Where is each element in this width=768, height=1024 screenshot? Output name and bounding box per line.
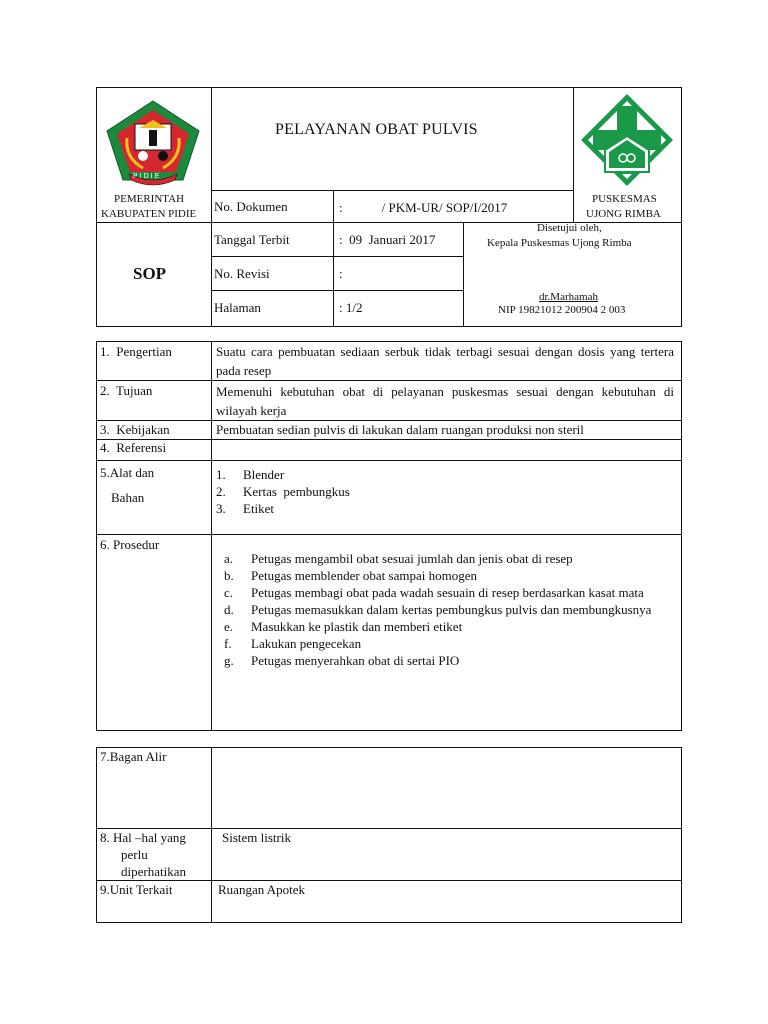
document-title: PELAYANAN OBAT PULVIS	[275, 121, 478, 138]
list-item: b. Petugas memblender obat sampai homogen	[224, 568, 478, 583]
row-label-pengertian: 1. Pengertian	[100, 344, 172, 359]
field-label-halaman: Halaman	[214, 300, 261, 315]
approval-nip: NIP 19821012 200904 2 003	[498, 304, 626, 316]
list-item: c. Petugas membagi obat pada wadah sesuain di resep berdasarkan kasat mata	[224, 585, 644, 600]
list-item: f. Lakukan pengecekan	[224, 636, 362, 651]
row-label-kebijakan: 3. Kebijakan	[100, 422, 170, 437]
field-label-no-dokumen: No. Dokumen	[214, 199, 288, 214]
row-label-prosedur: 6. Prosedur	[100, 537, 160, 552]
field-value-tanggal-terbit: : 09 Januari 2017	[339, 232, 436, 247]
right-org-line2: UJONG RIMBA	[586, 208, 661, 220]
row-label-hal-1: 8. Hal –hal yang	[100, 830, 186, 845]
row-text-pengertian: Suatu cara pembuatan sediaan serbuk tidak terbagi sesuai dengan dosis yang tertera pada resep	[216, 344, 674, 378]
list-item: 3. Etiket	[216, 501, 275, 516]
field-value-no-revisi: :	[339, 266, 343, 281]
list-item: 1. Blender	[216, 467, 285, 482]
list-item: e. Masukkan ke plastik dan memberi etiket	[224, 619, 463, 634]
row-label-alat-1: 5.Alat dan	[100, 465, 155, 480]
row-text-kebijakan: Pembuatan sedian pulvis di lakukan dalam ruangan produksi non steril	[216, 422, 584, 437]
prosedur-list	[224, 550, 654, 669]
row-label-referensi: 4. Referensi	[100, 440, 167, 455]
alat-list	[216, 466, 516, 517]
logo-ribbon-text: PIDIE	[133, 173, 162, 180]
row-text-hal: Sistem listrik	[222, 830, 291, 845]
left-org-line1: PEMERINTAH	[114, 193, 185, 205]
row-label-hal-2: perlu	[121, 847, 148, 862]
list-item: 2. Kertas pembungkus	[216, 484, 350, 499]
sop-label: SOP	[133, 264, 167, 283]
row-label-tujuan: 2. Tujuan	[100, 383, 153, 398]
left-org-line2: KABUPATEN PIDIE	[101, 208, 197, 220]
approval-name: dr.Marhamah	[539, 291, 598, 303]
list-item: g. Petugas menyerahkan obat di sertai PIO	[224, 653, 460, 668]
list-item: d. Petugas memasukkan dalam kertas pembungkus pulvis dan membungkusnya	[224, 602, 652, 617]
row-label-hal-3: diperhatikan	[121, 864, 186, 879]
row-text-unit-terkait: Ruangan Apotek	[218, 882, 306, 897]
field-label-no-revisi: No. Revisi	[214, 266, 270, 281]
field-label-tanggal-terbit: Tanggal Terbit	[214, 232, 290, 247]
field-value-halaman: : 1/2	[339, 300, 363, 315]
field-value-no-dokumen: : / PKM-UR/ SOP/I/2017	[339, 200, 508, 215]
approval-line2: Kepala Puskesmas Ujong Rimba	[487, 237, 632, 249]
row-label-bagan-alir: 7.Bagan Alir	[100, 749, 167, 764]
row-text-tujuan: Memenuhi kebutuhan obat di pelayanan puskesmas sesuai dengan kebutuhan di wilayah kerja	[216, 384, 674, 418]
approval-line1: Disetujui oleh,	[537, 222, 602, 234]
puskesmas-logo-icon	[579, 92, 675, 188]
row-label-alat-2: Bahan	[111, 490, 145, 505]
list-item: a. Petugas mengambil obat sesuai jumlah dan jenis obat di resep	[224, 551, 573, 566]
row-label-unit-terkait: 9.Unit Terkait	[100, 882, 173, 897]
right-org-line1: PUSKESMAS	[592, 193, 657, 205]
